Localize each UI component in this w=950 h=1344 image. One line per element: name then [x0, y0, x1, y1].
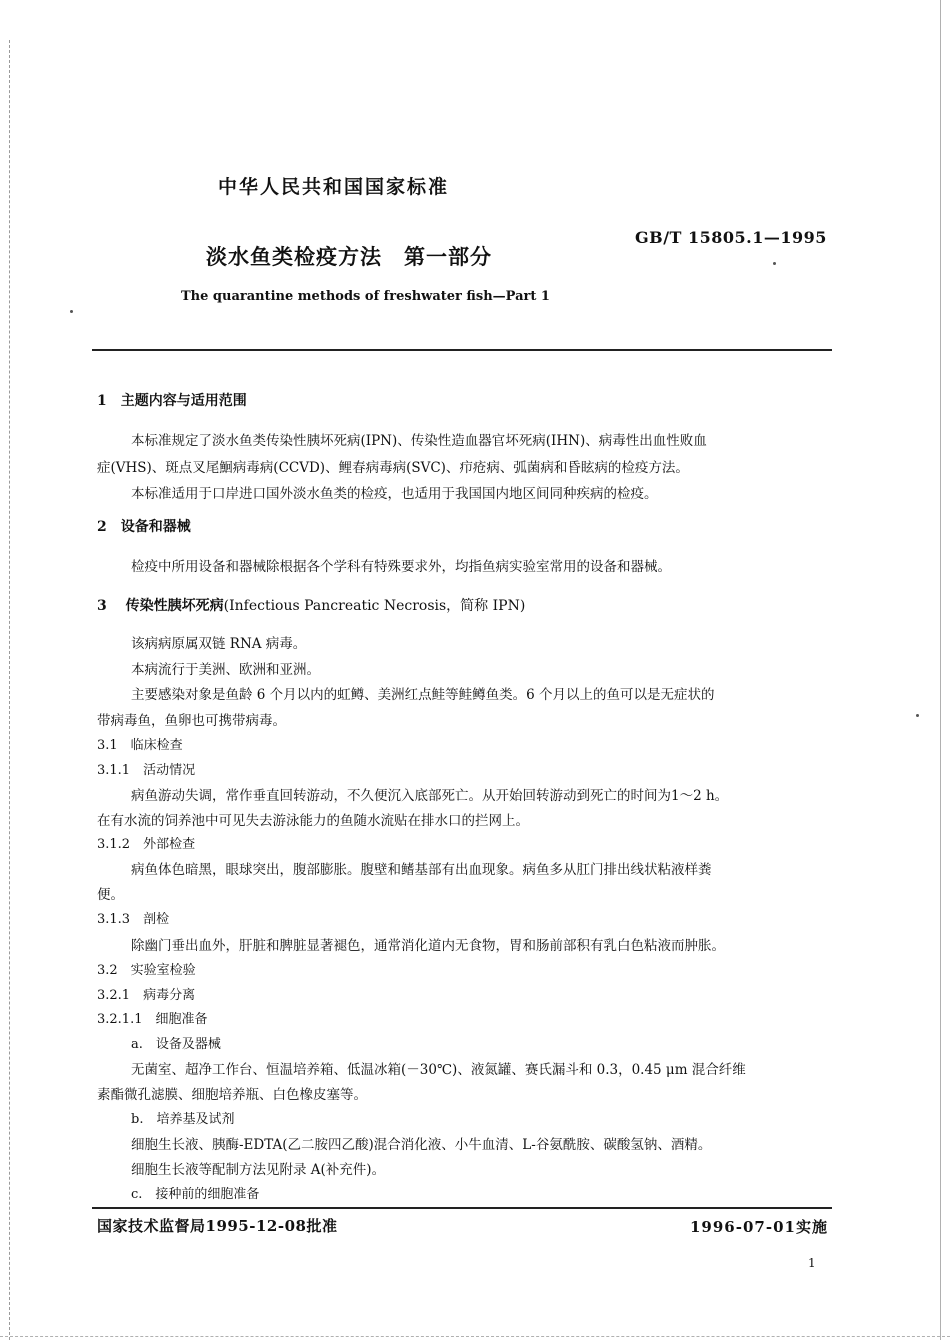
paragraph: 细胞生长液等配制方法见附录 A(补充件)。 — [131, 1162, 386, 1178]
paragraph: 主要感染对象是鱼龄 6 个月以内的虹鳟、美洲红点鲑等鲑鳟鱼类。6 个月以上的鱼可以是无症状的 — [131, 687, 715, 703]
effective-date: 1996-07-01实施 — [690, 1218, 828, 1236]
list-item-b: b. 培养基及试剂 — [131, 1112, 235, 1127]
paragraph: 病鱼体色暗黑，眼球突出，腹部膨胀。腹壁和鳍基部有出血现象。病鱼多从肛门排出线状粘液样粪 — [131, 862, 712, 878]
paragraph: 本标准适用于口岸进口国外淡水鱼类的检疫，也适用于我国国内地区间同种疾病的检疫。 — [131, 486, 658, 502]
subsection-3-2: 3.2 实验室检验 — [97, 963, 196, 978]
scan-left-edge — [9, 40, 10, 1340]
paragraph: 在有水流的饲养池中可见失去游泳能力的鱼随水流贴在排水口的拦网上。 — [97, 813, 529, 829]
subsection-3-1: 3.1 临床检查 — [97, 738, 183, 753]
section-3-heading — [97, 595, 525, 615]
paragraph: 除幽门垂出血外，肝脏和脾脏显著褪色，通常消化道内无食物，胃和肠前部积有乳白色粘液而肿胀。 — [131, 938, 725, 954]
paragraph: 带病毒鱼，鱼卵也可携带病毒。 — [97, 713, 286, 729]
scan-bottom-edge — [0, 1336, 950, 1337]
scan-speck — [70, 310, 73, 313]
document-title-zh: 淡水鱼类检疫方法 第一部分 — [206, 244, 492, 269]
paragraph: 该病病原属双链 RNA 病毒。 — [131, 636, 307, 652]
section-2-heading: 2 设备和器械 — [97, 519, 191, 535]
list-item-c: c. 接种前的细胞准备 — [131, 1187, 260, 1202]
scan-right-edge — [940, 0, 941, 1340]
list-item-a: a. 设备及器械 — [131, 1037, 221, 1052]
subsection-3-2-1: 3.2.1 病毒分离 — [97, 988, 196, 1003]
subsection-3-1-2: 3.1.2 外部检查 — [97, 837, 196, 852]
paragraph: 便。 — [97, 887, 124, 903]
scan-speck — [916, 714, 919, 717]
subsection-3-2-1-1: 3.2.1.1 细胞准备 — [97, 1012, 208, 1027]
paragraph: 细胞生长液、胰酶-EDTA(乙二胺四乙酸)混合消化液、小牛血清、L-谷氨酰胺、碳酸氢钠、酒精。 — [131, 1137, 712, 1153]
approval-date: 国家技术监督局1995-12-08批准 — [97, 1217, 338, 1235]
footer-divider — [92, 1207, 832, 1209]
paragraph: 无菌室、超净工作台、恒温培养箱、低温冰箱(－30℃)、液氮罐、赛氏漏斗和 0.3，0.45 μm 混合纤维 — [131, 1062, 746, 1078]
document-title-en: The quarantine methods of freshwater fish—Part 1 — [181, 289, 550, 304]
page-number: 1 — [808, 1256, 816, 1270]
paragraph: 症(VHS)、斑点叉尾鮰病毒病(CCVD)、鲤春病毒病(SVC)、疖疮病、弧菌病和昏眩病的检疫方法。 — [97, 460, 689, 476]
scan-speck — [773, 262, 776, 265]
paragraph: 本标准规定了淡水鱼类传染性胰坏死病(IPN)、传染性造血器官坏死病(IHN)、病毒性出血性败血 — [131, 433, 707, 449]
paragraph: 检疫中所用设备和器械除根据各个学科有特殊要求外，均指鱼病实验室常用的设备和器械。 — [131, 559, 671, 575]
paragraph: 本病流行于美洲、欧洲和亚洲。 — [131, 662, 320, 678]
subsection-3-1-1: 3.1.1 活动情况 — [97, 763, 196, 778]
section-1-heading: 1 主题内容与适用范围 — [97, 393, 247, 409]
country-standard-header: 中华人民共和国国家标准 — [218, 176, 450, 198]
standard-number: GB/T 15805.1—1995 — [635, 228, 827, 247]
paragraph: 病鱼游动失调，常作垂直回转游动，不久便沉入底部死亡。从开始回转游动到死亡的时间为1～2 h。 — [131, 788, 729, 804]
section-3-title-en: (Infectious Pancreatic Necrosis，简称 IPN) — [223, 598, 526, 614]
section-3-number: 3 — [97, 598, 107, 614]
paragraph: 素酯微孔滤膜、细胞培养瓶、白色橡皮塞等。 — [97, 1087, 367, 1103]
subsection-3-1-3: 3.1.3 剖检 — [97, 912, 170, 927]
header-divider — [92, 349, 832, 351]
section-3-title-zh: 传染性胰坏死病 — [125, 598, 224, 614]
